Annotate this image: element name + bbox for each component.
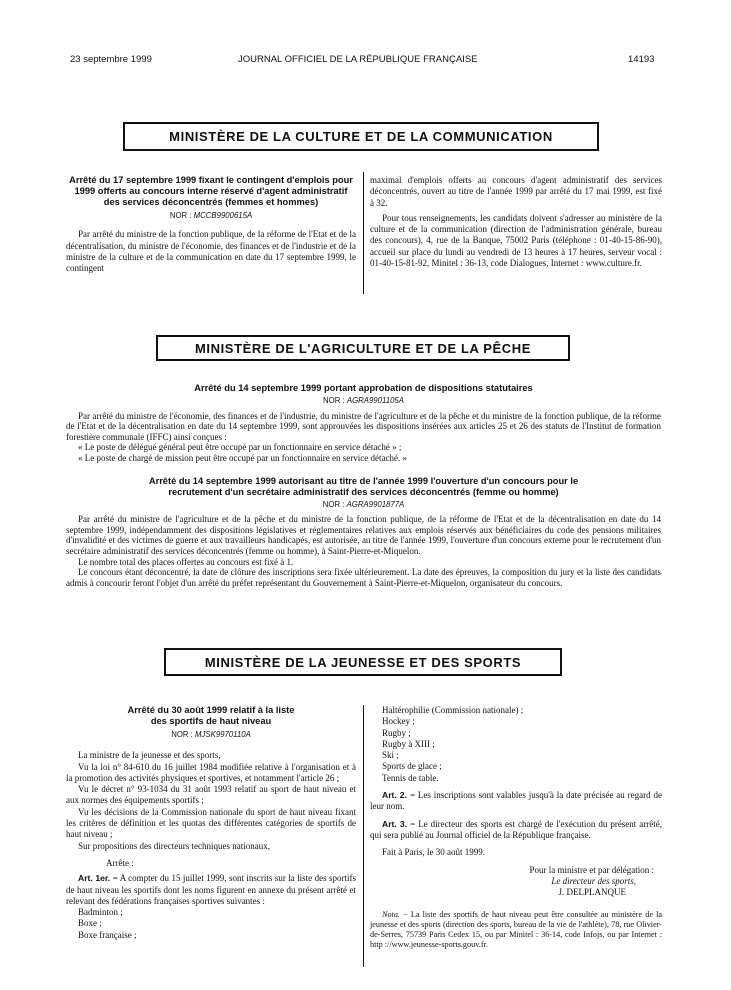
sports-fait-a-paris: Fait à Paris, le 30 août 1999. (382, 847, 485, 858)
sports-preamble-5: Sur propositions des directeurs techniques nationaux, (78, 840, 270, 851)
agriculture-decree-1-title: Arrêté du 14 septembre 1999 portant approbation de dispositions statutaires (194, 383, 533, 393)
sports-preamble-1: La ministre de la jeunesse et des sports, (78, 750, 221, 761)
sports-arrete: Arrête : (106, 857, 134, 868)
header-page-number: 14193 (628, 54, 655, 65)
sports-list-rugby: Rugby ; (382, 727, 411, 738)
culture-nor: NOR : MCCB9900615A (169, 211, 253, 220)
sports-left-column (66, 705, 356, 941)
sports-preamble-4: Vu les décisions de la Commission nationale du sport de haut niveau fixant les critères de définition et les quotas des différentes catégories de sportifs de haut niveau ; (66, 806, 356, 840)
sports-preamble-2: Vu la loi n° 84-610 du 16 juillet 1984 modifiée relative à l'organisation et à la promotion des activités physiques et sportives, et notamment l'article 26 ; (66, 761, 356, 783)
sports-decree-title: Arrêté du 30 août 1999 relatif à la liste des sportifs de haut niveau (127, 705, 295, 726)
sports-list-hockey: Hockey ; (382, 716, 415, 727)
culture-right-column (370, 175, 662, 269)
sports-article-2: Art. 2. − Les inscriptions sont valables jusqu'à la date précisée au regard de leur nom. (370, 790, 663, 812)
sports-list-ski: Ski ; (382, 750, 399, 761)
agriculture-decree-2-paragraph-1: Par arrêté du ministre de l'agriculture et de la pêche et du ministre de la fonction publique, de la réforme de l'Etat et de la décentralisation en date du 14 septembre 1999, indépendamment des dispositions législatives et réglementaires relatives aux emplois réservés aux bénéficiaires du code des pensions militaires d'invalidité et des victimes de guerre et aux travailleurs handicapés, est autorisée, au titre de l'année 1999, l'ouverture d'un concours externe pour le recrutement d'un secrétaire administratif des services déconcentrés (femme ou homme), à Saint-Pierre-et-Miquelon. (66, 514, 661, 556)
sports-nota: Nota. − La liste des sportifs de haut niveau peut être consultée au ministère de la jeunesse et des sports (direction des sports, bureau de la vie de l'athlète), 78, rue Olivier-de-Serres, 75739 Paris Cedex 15, ou par Minitel : 36-14, code Infojs, ou par Internet : http ://www.jeunesse-sports.gouv.fr. (370, 910, 662, 950)
sports-list-rugby-xiii: Rugby à XIII ; (382, 738, 435, 749)
ministry-agriculture-heading: MINISTÈRE DE L'AGRICULTURE ET DE LA PÊCHE (156, 335, 570, 361)
culture-paragraph-2: Pour tous renseignements, les candidats doivent s'adresser au ministère de la culture et de la communication (direction de l'administration générale, bureau des concours), 4, rue de la Banque, 75002 Paris (téléphone : 01-40-15-86-90), accueil sur place du lundi au vendredi de 13 heures à 17 heures, serveur vocal : 01-40-15-81-92, Minitel : 36-13, code Dialogues, Internet : www.culture.fr. (370, 212, 662, 269)
signature-name: J. DELPLANQUE (558, 887, 626, 898)
sports-right-column (370, 705, 662, 950)
culture-decree-title: Arrêté du 17 septembre 1999 fixant le contingent d'emplois pour 1999 offerts au concours interne réservé d'agent administratif des services déconcentrés (femmes et hommes) (69, 175, 353, 207)
agriculture-decree-2-nor: NOR : AGRA9901877A (322, 499, 405, 509)
sports-list-boxe-francaise: Boxe française ; (78, 929, 137, 940)
agriculture-decree-2-paragraph-3: Le concours étant déconcentré, la date de clôture des inscriptions sera fixée ultérieurement. La date des épreuves, la composition du jury et la liste des candidats admis à concourir feront l'objet d'un arrêté du préfet représentant du Gouvernement à Saint-Pierre-et-Miquelon, organisateur du concours. (66, 567, 661, 588)
signature-line-1: Pour la ministre et par délégation : (529, 864, 654, 875)
culture-left-column (66, 175, 356, 274)
ministry-culture-heading: MINISTÈRE DE LA CULTURE ET DE LA COMMUNICATION (123, 122, 599, 151)
sports-list-badminton: Badminton ; (78, 907, 123, 918)
sports-nor: NOR : MJSK9970110A (171, 730, 251, 739)
agriculture-section (66, 383, 661, 588)
agriculture-decree-2-paragraph-2: Le nombre total des places offertes au concours est fixé à 1. (78, 556, 294, 567)
sports-list-tennis-de-table: Tennis de table. (382, 772, 439, 783)
column-divider (363, 172, 364, 294)
sports-list-boxe: Boxe ; (78, 918, 102, 929)
sports-column-divider (363, 705, 364, 967)
agriculture-decree-1-paragraph: Par arrêté du ministre de l'économie, des finances et de l'industrie, du ministre de l'agriculture et de la pêche et du ministre de la fonction publique, de la réforme de l'Etat et de la décentralisation en date du 14 septembre 1999, sont approuvées les dispositions insérées aux articles 25 et 26 des statuts de l'Institut de formation forestière communale (IFFC) ainsi conçues : (66, 410, 661, 442)
culture-paragraph-1: Par arrêté du ministre de la fonction publique, de la réforme de l'Etat et de la décentralisation, du ministre de l'économie, des finances et de l'industrie et de la ministre de la culture et de la communication en date du 17 septembre 1999, le contingent (66, 229, 356, 274)
sports-list-halterophilie: Haltérophilie (Commission nationale) ; (382, 705, 524, 715)
header-journal: JOURNAL OFFICIEL DE LA RÉPUBLIQUE FRANÇAISE (238, 54, 478, 65)
ministry-sports-heading: MINISTÈRE DE LA JEUNESSE ET DES SPORTS (164, 648, 562, 676)
agriculture-decree-2-title: Arrêté du 14 septembre 1999 autorisant au titre de l'année 1999 l'ouverture d'un concours pour le recrutement d'un secrétaire administratif des services déconcentrés (femme ou homme) (148, 475, 579, 497)
agriculture-decree-1-nor: NOR : AGRA9901105A (323, 396, 404, 405)
sports-article-1: Art. 1er. − A compter du 15 juillet 1999, sont inscrits sur la liste des sportifs de haut niveau les sportifs dont les noms figurent en annexe du présent arrêté et relevant des fédérations françaises sportives suivantes : (66, 873, 356, 906)
agriculture-decree-1-quote-2: « Le poste de chargé de mission peut être occupé par un fonctionnaire en service détaché. » (78, 452, 407, 463)
sports-article-3: Art. 3. − Le directeur des sports est chargé de l'exécution du présent arrêté, qui sera publié au Journal officiel de la République française. (370, 818, 663, 840)
culture-paragraph-1-continued: maximal d'emplois offerts au concours d'agent administratif des services déconcentrés, ouvert au titre de l'année 1999 par arrêté du 17 mai 1999, est fixé à 32. (370, 175, 662, 208)
signature-line-2: Le directeur des sports, (551, 875, 636, 886)
header-date: 23 septembre 1999 (70, 54, 152, 65)
agriculture-decree-1-quote-1: « Le poste de délégué général peut être occupé par un fonctionnaire en service détaché » ; (78, 442, 402, 453)
sports-list-sports-de-glace: Sports de glace ; (382, 761, 442, 772)
sports-preamble-3: Vu le décret n° 93-1034 du 31 août 1993 relatif au sport de haut niveau et aux normes des équipements sportifs ; (66, 784, 356, 806)
